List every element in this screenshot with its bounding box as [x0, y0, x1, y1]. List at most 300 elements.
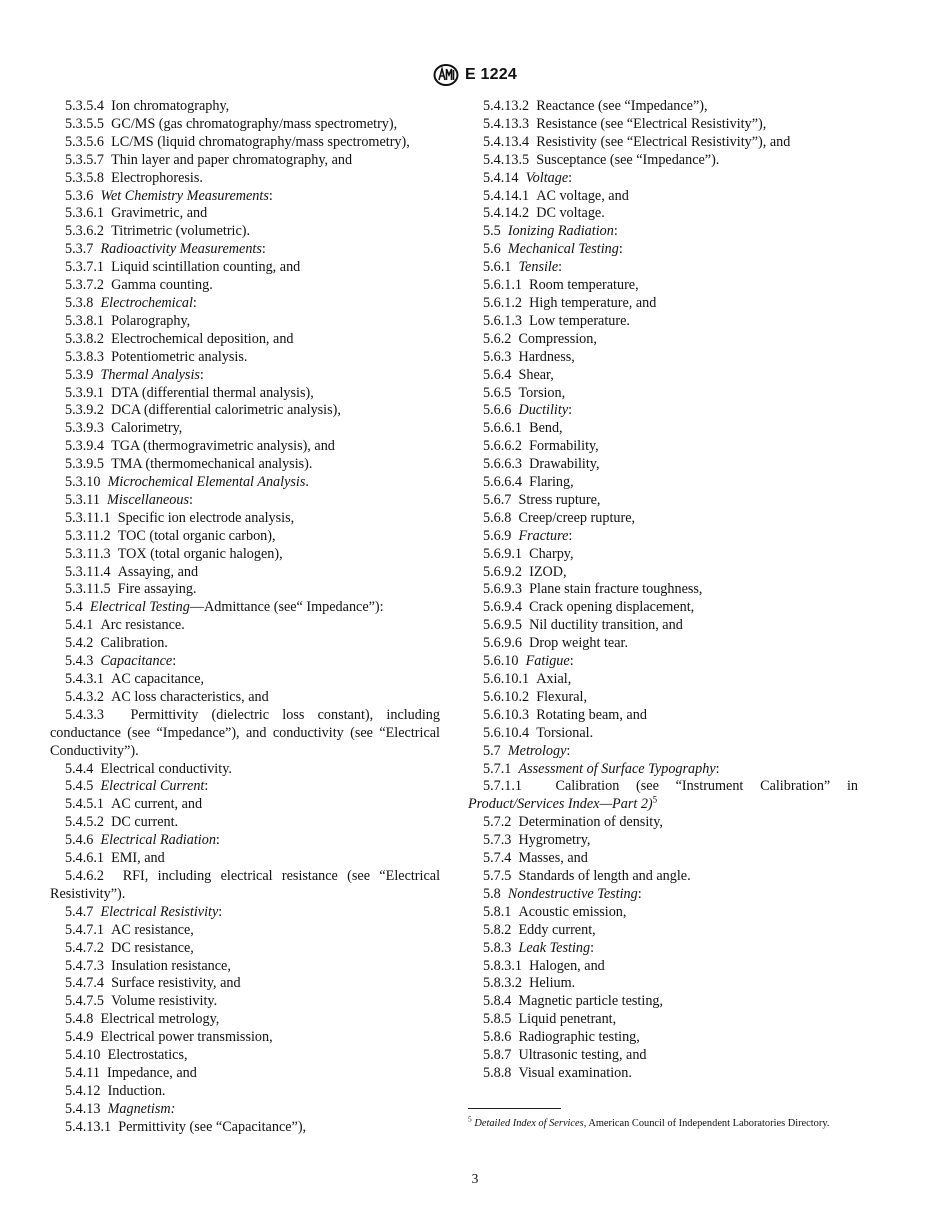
section-number: 5.3.6: [65, 187, 94, 204]
section-text: Ion chromatography,: [111, 98, 230, 114]
footnote-text: , American Council of Independent Laboratories Directory.: [583, 1118, 830, 1129]
section-number: 5.7.4: [483, 850, 512, 867]
section-text: Fire assaying.: [117, 581, 197, 598]
list-item: [468, 975, 858, 993]
section-text: Masses, and: [518, 850, 588, 867]
section-text: EMI, and: [111, 850, 165, 867]
list-item: [468, 1029, 858, 1047]
section-text: Calorimetry,: [111, 420, 183, 437]
section-number: 5.4.13.4: [483, 133, 530, 150]
section-number: 5.6.9.1: [483, 545, 523, 562]
section-text: Voltage: [525, 169, 569, 186]
list-item: [468, 617, 858, 635]
section-number: 5.3.7.1: [65, 259, 105, 276]
list-item: [468, 778, 858, 814]
list-item: [50, 349, 440, 367]
section-text: Calibration (see “Instrument Calibration” in: [555, 778, 858, 795]
section-text-tail: :: [568, 402, 573, 419]
section-text: AC loss characteristics, and: [111, 688, 269, 705]
section-number: 5.3.11.2: [65, 527, 111, 544]
list-item: [50, 1119, 440, 1137]
list-item: [50, 599, 440, 617]
section-number: 5.4.7.4: [65, 975, 105, 992]
section-number: 5.4.8: [65, 1011, 94, 1028]
section-text: Drop weight tear.: [529, 635, 628, 652]
list-item: [468, 904, 858, 922]
section-text: Thermal Analysis: [100, 366, 200, 383]
section-number: 5.3.8.2: [65, 330, 105, 347]
section-number: 5.6.9.4: [483, 599, 523, 616]
list-item: [50, 134, 440, 152]
list-item: [50, 456, 440, 474]
section-number: 5.3.9.1: [65, 384, 105, 401]
section-number: 5.7.2: [483, 814, 512, 831]
list-item: [50, 277, 440, 295]
list-item: [468, 725, 858, 743]
list-item: [468, 331, 858, 349]
list-item: [50, 581, 440, 599]
list-item: [50, 761, 440, 779]
section-text: Acoustic emission,: [518, 903, 627, 920]
section-number: 5.6.10.3: [483, 706, 530, 723]
list-item: [468, 456, 858, 474]
list-item: [50, 1047, 440, 1065]
page-header: [0, 63, 950, 87]
list-item: [50, 1101, 440, 1119]
section-text: Tensile: [518, 259, 559, 276]
section-number: 5.6.6.1: [483, 420, 523, 437]
section-text: RFI, including electrical resistance (see “Electrical Resistivity”).: [50, 867, 441, 902]
section-text: Flexural,: [536, 688, 588, 705]
section-number: 5.4.6.1: [65, 850, 105, 867]
section-number: 5.6.10: [483, 653, 519, 670]
section-number: 5.6.1.1: [483, 277, 523, 294]
section-text: Halogen, and: [529, 957, 605, 974]
list-item: [468, 922, 858, 940]
section-number: 5.7.1.1: [483, 778, 523, 795]
section-text: AC resistance,: [111, 921, 194, 938]
section-number: 5.3.6.2: [65, 223, 105, 240]
list-item: [50, 295, 440, 313]
section-number: 5.4.7: [65, 903, 94, 920]
list-item: [468, 402, 858, 420]
section-number: 5.4.5: [65, 778, 94, 795]
section-text: Impedance, and: [107, 1064, 197, 1081]
section-text-tail: :: [618, 241, 623, 258]
section-text: Charpy,: [529, 545, 574, 562]
section-text: Eddy current,: [518, 921, 596, 938]
list-item: [468, 241, 858, 259]
section-text: Torsional.: [536, 724, 594, 741]
section-text: Fracture: [518, 527, 569, 544]
section-text-tail: :: [172, 653, 177, 670]
section-number: 5.4.3.1: [65, 671, 105, 687]
section-number: 5.6.6: [483, 402, 512, 419]
section-text: Plane stain fracture toughness,: [529, 581, 703, 598]
section-text-tail: :: [261, 241, 266, 258]
section-text: Shear,: [518, 366, 554, 383]
section-text: AC voltage, and: [536, 187, 629, 204]
list-item: [468, 546, 858, 564]
section-number: 5.4.6.2: [65, 867, 105, 884]
section-text: Hygrometry,: [518, 832, 591, 849]
list-item: [50, 546, 440, 564]
section-text: Assaying, and: [117, 563, 199, 580]
section-text: Determination of density,: [518, 814, 663, 831]
section-number: 5.6: [483, 241, 501, 258]
list-item: [468, 116, 858, 134]
list-item: [50, 1029, 440, 1047]
list-item: [468, 1011, 858, 1029]
list-item: [468, 707, 858, 725]
section-number: 5.6.9.6: [483, 635, 523, 652]
list-item: [50, 796, 440, 814]
list-item: [468, 367, 858, 385]
section-text: TGA (thermogravimetric analysis), and: [111, 438, 335, 455]
list-item: [50, 868, 440, 904]
section-text: Electrical Radiation: [100, 832, 216, 849]
section-number: 5.8: [483, 885, 501, 902]
section-text: Flaring,: [529, 474, 574, 491]
section-text-tail: :: [568, 169, 573, 186]
section-text: Formability,: [529, 438, 599, 455]
section-text: Torsion,: [518, 384, 566, 401]
list-item: [468, 564, 858, 582]
section-number: 5.8.3: [483, 939, 512, 956]
list-item: [50, 707, 440, 761]
list-item: [468, 134, 858, 152]
list-item: [50, 832, 440, 850]
list-item: [468, 1065, 858, 1083]
list-item: [50, 205, 440, 223]
section-number: 5.7.3: [483, 832, 512, 849]
section-text: DC resistance,: [111, 939, 194, 956]
section-text: Stress rupture,: [518, 491, 601, 508]
list-item: [50, 116, 440, 134]
section-text: Electrical Testing: [89, 599, 190, 616]
section-text: AC current, and: [111, 796, 203, 813]
section-text: LC/MS (liquid chromatography/mass spectrometry),: [111, 133, 410, 150]
section-text: Rotating beam, and: [536, 706, 647, 723]
section-text: Calibration.: [100, 635, 168, 652]
section-text: Electrochemical deposition, and: [111, 330, 294, 347]
section-text: High temperature, and: [529, 294, 657, 311]
section-number: 5.4.9: [65, 1029, 94, 1046]
section-text: Electrical metrology,: [100, 1011, 220, 1028]
list-item: [50, 564, 440, 582]
list-item: [50, 188, 440, 206]
section-text: Volume resistivity.: [111, 993, 218, 1010]
section-text: Permittivity (see “Capacitance”),: [118, 1118, 307, 1135]
section-text: Compression,: [518, 330, 597, 347]
list-item: [50, 331, 440, 349]
section-number: 5.6.10.1: [483, 671, 530, 687]
section-number: 5.7.5: [483, 867, 512, 884]
section-text: Hardness,: [518, 348, 575, 365]
section-text: TOC (total organic carbon),: [117, 527, 276, 544]
section-text: Visual examination.: [518, 1064, 632, 1081]
list-item: [468, 832, 858, 850]
section-text-tail: :: [218, 903, 223, 920]
section-number: 5.4.2: [65, 635, 94, 652]
list-item: [50, 438, 440, 456]
section-text: Resistivity (see “Electrical Resistivity”), and: [536, 133, 791, 150]
page-number: 3: [471, 1171, 479, 1186]
section-number: 5.4.13.1: [65, 1118, 112, 1135]
section-text: Electrical Resistivity: [100, 903, 219, 920]
section-number: 5.3.9.2: [65, 402, 105, 419]
section-text-tail: :: [268, 187, 273, 204]
section-text-tail: :: [192, 294, 197, 311]
section-number: 5.3.8: [65, 294, 94, 311]
section-number: 5.3.7: [65, 241, 94, 258]
list-item: [50, 778, 440, 796]
section-text-tail: :: [613, 223, 618, 240]
list-item: [50, 385, 440, 403]
section-text: GC/MS (gas chromatography/mass spectrometry),: [111, 115, 398, 132]
list-item: [50, 671, 440, 689]
section-text-tail: —Admittance (see“ Impedance”):: [189, 599, 384, 616]
section-number: 5.6.1.2: [483, 294, 523, 311]
section-text: IZOD,: [529, 563, 567, 580]
section-number: 5.6.3: [483, 348, 512, 365]
section-number: 5.8.4: [483, 993, 512, 1010]
list-item: [468, 492, 858, 510]
section-number: 5.4.13.5: [483, 151, 530, 168]
section-number: 5.6.8: [483, 509, 512, 526]
list-item: [468, 438, 858, 456]
section-text: Ultrasonic testing, and: [518, 1047, 647, 1064]
section-number: 5.4.13: [65, 1100, 101, 1117]
section-text: Electrical conductivity.: [100, 760, 232, 777]
list-item: [468, 814, 858, 832]
section-number: 5.4.3: [65, 653, 94, 670]
section-text: Assessment of Surface Typography: [518, 760, 716, 777]
section-number: 5.3.11.4: [65, 563, 111, 580]
list-item: [468, 295, 858, 313]
section-text: Axial,: [536, 671, 572, 687]
section-text: DTA (differential thermal analysis),: [111, 384, 314, 401]
list-item: [50, 1065, 440, 1083]
footnote-source: Detailed Index of Services: [474, 1118, 584, 1129]
section-text: Permittivity (dielectric loss constant), including conductance (see “Impedance”), and conductivity (see “Electrical Conductivity”).: [50, 706, 440, 759]
list-item: [50, 635, 440, 653]
section-number: 5.4.13.2: [483, 98, 530, 114]
section-number: 5.6.9: [483, 527, 512, 544]
section-text: Fatigue: [525, 653, 570, 670]
section-number: 5.8.2: [483, 921, 512, 938]
section-text: Drawability,: [529, 456, 600, 473]
list-item: [50, 922, 440, 940]
list-item: [50, 1011, 440, 1029]
section-number: 5.8.6: [483, 1029, 512, 1046]
list-item: [468, 152, 858, 170]
section-number: 5.3.8.1: [65, 312, 105, 329]
section-number: 5.6.5: [483, 384, 512, 401]
section-number: 5.3.5.6: [65, 133, 105, 150]
list-item: [50, 904, 440, 922]
list-item: [50, 1083, 440, 1101]
section-text: Miscellaneous: [107, 491, 189, 508]
section-number: 5.4.7.1: [65, 921, 105, 938]
section-text: Thin layer and paper chromatography, and: [111, 151, 353, 168]
section-text: Low temperature.: [529, 312, 630, 329]
list-item: [50, 653, 440, 671]
section-text: Liquid penetrant,: [518, 1011, 617, 1028]
list-item: [50, 420, 440, 438]
list-item: [468, 671, 858, 689]
section-text: DC voltage.: [536, 205, 605, 222]
left-column: [50, 98, 440, 1137]
section-number: 5.4: [65, 599, 83, 616]
footnote-mark: 5: [468, 1114, 472, 1124]
section-number: 5.4.14.1: [483, 187, 530, 204]
list-item: [50, 223, 440, 241]
astm-logo-icon: [433, 64, 459, 86]
section-number: 5.4.11: [65, 1064, 100, 1081]
list-item: [50, 170, 440, 188]
section-number: 5.6.10.4: [483, 724, 530, 741]
section-number: 5.3.7.2: [65, 277, 105, 294]
section-text-tail: :: [590, 939, 595, 956]
section-text: Magnetism:: [107, 1100, 176, 1117]
section-text: TOX (total organic halogen),: [117, 545, 283, 562]
section-text: Bend,: [529, 420, 563, 437]
section-number: 5.7.1: [483, 760, 512, 777]
section-number: 5.4.5.2: [65, 814, 105, 831]
section-number: 5.8.1: [483, 903, 512, 920]
section-number: 5.3.6.1: [65, 205, 105, 222]
list-item: [468, 689, 858, 707]
list-item: [50, 617, 440, 635]
section-number: 5.3.5.7: [65, 151, 105, 168]
list-item: [50, 850, 440, 868]
section-number: 5.8.3.2: [483, 975, 523, 992]
list-item: [468, 188, 858, 206]
list-item: [468, 743, 858, 761]
section-number: 5.4.14.2: [483, 205, 530, 222]
list-item: [468, 653, 858, 671]
section-text: Room temperature,: [529, 277, 639, 294]
list-item: [468, 886, 858, 904]
section-number: 5.6.9.2: [483, 563, 523, 580]
list-item: [50, 98, 440, 116]
section-number: 5.4.4: [65, 760, 94, 777]
section-number: 5.3.11.3: [65, 545, 111, 562]
list-item: [468, 993, 858, 1011]
section-text-tail: :: [189, 491, 193, 508]
section-number: 5.5: [483, 223, 501, 240]
section-text: DCA (differential calorimetric analysis),: [111, 402, 341, 419]
section-number: 5.6.1: [483, 259, 512, 276]
section-text: Microchemical Elemental Analysis: [107, 474, 306, 491]
section-number: 5.3.11.1: [65, 509, 111, 526]
list-item: [50, 241, 440, 259]
section-text: Titrimetric (volumetric).: [111, 223, 251, 240]
section-text: Crack opening displacement,: [529, 599, 695, 616]
list-item: [468, 349, 858, 367]
section-text: Arc resistance.: [100, 617, 185, 634]
section-text-tail: :: [637, 885, 642, 902]
section-text: Liquid scintillation counting, and: [111, 259, 301, 276]
section-text-tail: :: [199, 366, 204, 383]
footnote-reference: 5: [652, 794, 658, 805]
list-item: [468, 223, 858, 241]
list-item: [468, 277, 858, 295]
list-item: [468, 581, 858, 599]
section-number: 5.3.9.4: [65, 438, 105, 455]
section-text-tail: :: [558, 259, 563, 276]
section-text: Electrophoresis.: [111, 169, 203, 186]
section-number: 5.6.6.4: [483, 474, 523, 491]
standard-designation: E 1224: [465, 66, 517, 83]
list-item: [50, 814, 440, 832]
list-item: [468, 474, 858, 492]
section-number: 5.4.6: [65, 832, 94, 849]
list-item: [468, 313, 858, 331]
section-text-tail: :: [568, 527, 573, 544]
section-number: 5.8.8: [483, 1064, 512, 1081]
list-item: [50, 510, 440, 528]
list-item: [468, 940, 858, 958]
section-text: Capacitance: [100, 653, 173, 670]
section-text: AC capacitance,: [111, 671, 205, 687]
section-number: 5.4.12: [65, 1082, 101, 1099]
section-text: Insulation resistance,: [111, 957, 231, 974]
section-number: 5.8.5: [483, 1011, 512, 1028]
list-item: [50, 689, 440, 707]
section-number: 5.4.3.3: [65, 706, 105, 723]
section-text: Reactance (see “Impedance”),: [536, 98, 708, 114]
list-item: [50, 940, 440, 958]
section-text: Metrology: [507, 742, 567, 759]
list-item: [468, 761, 858, 779]
list-item: [50, 993, 440, 1011]
list-item: [468, 205, 858, 223]
section-text-tail: :: [204, 778, 209, 795]
section-text-tail: :: [215, 832, 220, 849]
list-item: [50, 402, 440, 420]
section-text: Ductility: [518, 402, 569, 419]
section-number: 5.3.9.5: [65, 456, 105, 473]
section-text: Nondestructive Testing: [507, 885, 638, 902]
section-text: Susceptance (see “Impedance”).: [536, 151, 720, 168]
section-number: 5.6.1.3: [483, 312, 523, 329]
list-item: [468, 510, 858, 528]
section-number: 5.3.9: [65, 366, 94, 383]
section-text: Induction.: [107, 1082, 166, 1099]
list-item: [468, 635, 858, 653]
section-number: 5.6.4: [483, 366, 512, 383]
section-number: 5.6.9.5: [483, 617, 523, 634]
section-text: Surface resistivity, and: [111, 975, 241, 992]
section-number: 5.3.11: [65, 491, 100, 508]
section-number: 5.6.2: [483, 330, 512, 347]
list-item: [468, 170, 858, 188]
section-text: Gravimetric, and: [111, 205, 208, 222]
list-item: [50, 975, 440, 993]
section-text: Polarography,: [111, 312, 191, 329]
section-number: 5.6.9.3: [483, 581, 523, 598]
section-text: Radioactivity Measurements: [100, 241, 262, 258]
list-item: [468, 599, 858, 617]
section-text: Ionizing Radiation: [507, 223, 614, 240]
list-item: [468, 958, 858, 976]
list-item: [468, 1047, 858, 1065]
section-number: 5.3.9.3: [65, 420, 105, 437]
list-item: [468, 98, 858, 116]
section-number: 5.7: [483, 742, 501, 759]
